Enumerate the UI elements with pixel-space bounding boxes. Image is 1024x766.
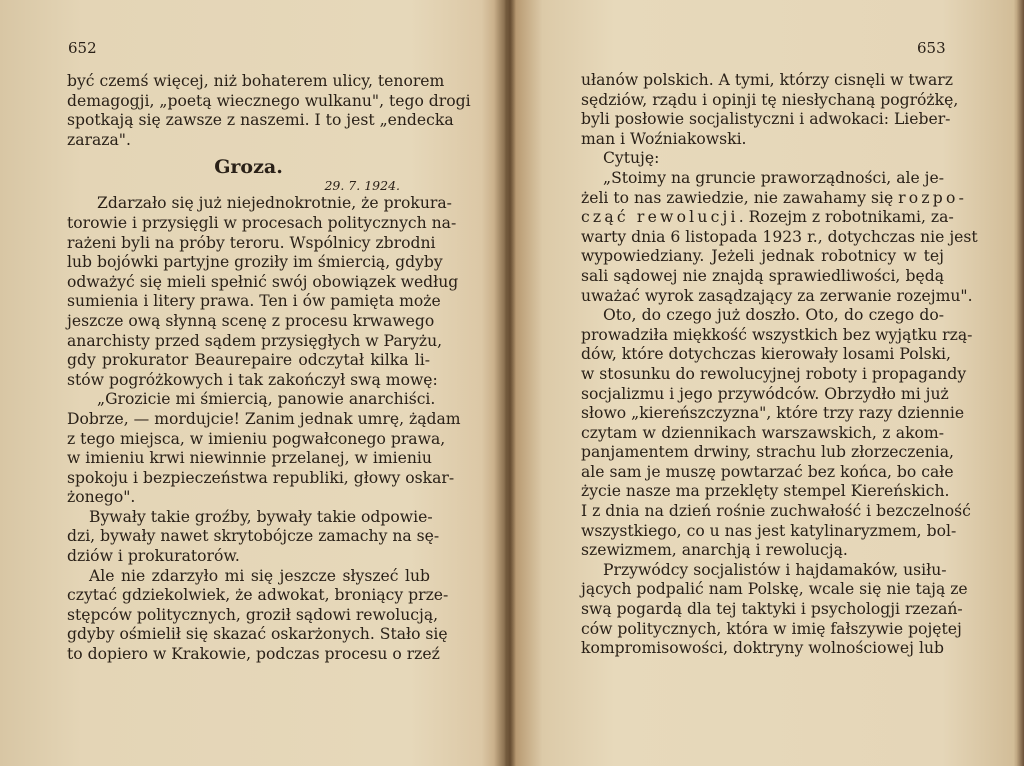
text-line: stępców politycznych, groził sądowi rewolucją, <box>67 605 439 624</box>
text-line: spokoju i bezpieczeństwa republiki, głowy oskar- <box>67 468 455 487</box>
text-line: spotkają się zawsze z naszemi. I to jest „endecka <box>67 111 454 130</box>
text-line: „Grozicie mi śmiercią, panowie anarchiści. <box>97 390 436 409</box>
text-line: panjamentem drwiny, strachu lub złorzeczenia, <box>581 443 955 462</box>
text-line: Dobrze, — mordujcie! Zanim jednak umrę, żądam <box>67 409 461 428</box>
text-line: rażeni byli na próby teroru. Wspólnicy zbrodni <box>67 233 436 252</box>
text-line: „Stoimy na gruncie praworządności, ale je- <box>603 168 944 187</box>
text-line: Zdarzało się już niejednokrotnie, że prokura- <box>97 194 452 213</box>
text-line: jących podpalić nam Polskę, wcale się nie tają ze <box>581 580 968 599</box>
text-line: byli posłowie socjalistyczni i adwokaci: Lieber- <box>581 110 951 129</box>
section-date: 29. 7. 1924. <box>324 178 400 194</box>
text-line: prowadziła miękkość wszystkich bez wyjątku rzą- <box>581 325 973 344</box>
text-line: to dopiero w Krakowie, podczas procesu o rzeź <box>67 645 440 664</box>
text-line: Cytuję: <box>603 149 660 168</box>
text-line: zaraza". <box>67 130 131 149</box>
text-line: warty dnia 6 listopada 1923 r., dotychczas nie jest <box>581 227 978 246</box>
text-line: wypowiedziany. Jeżeli jednak robotnicy w tej <box>581 247 944 266</box>
page-number-left: 652 <box>68 39 97 57</box>
text-line: uważać wyrok zasądzający za zerwanie rozejmu". <box>581 286 973 305</box>
text-line: demagogji, „poetą wiecznego wulkanu", tego drogi <box>67 91 471 110</box>
text-line: dów, które dotychczas kierowały losami Polski, <box>581 345 951 364</box>
text-line: Bywały takie groźby, bywały takie odpowie- <box>89 507 433 526</box>
text-line: sali sądowej nie znajdą sprawiedliwości, będą <box>581 266 944 285</box>
left-page <box>0 0 500 766</box>
text-line: swą pogardą dla tej taktyki i psychologji rzezań- <box>581 600 963 619</box>
text-line: czytać gdziekolwiek, że adwokat, broniący prze- <box>67 586 449 605</box>
text-line: czytam w dziennikach warszawskich, z akom- <box>581 423 944 442</box>
text-run: żeli to nas zawiedzie, nie zawahamy się <box>581 188 899 207</box>
text-line: lub bojówki partyjne groziły im śmiercią, gdyby <box>67 253 443 272</box>
text-line: kompromisowości, doktryny wolnościowej lub <box>581 639 944 658</box>
text-line <box>581 208 954 228</box>
text-line: w stosunku do rewolucyjnej roboty i propagandy <box>581 364 967 383</box>
text-line: socjalizmu i jego przywódców. Obrzydło mi już <box>581 384 949 403</box>
text-line: stów pogróżkowych i tak zakończył swą mowę: <box>67 370 438 389</box>
text-line: gdy prokurator Beaurepaire odczytał kilka li- <box>67 351 430 370</box>
emphasized-text: rozpo- <box>898 188 968 207</box>
text-line: w imieniu krwi niewinnie przelanej, w imieniu <box>67 449 432 468</box>
text-line: Ale nie zdarzyło mi się jeszcze słyszeć lub <box>89 566 430 585</box>
text-line: być czemś więcej, niż bohaterem ulicy, tenorem <box>67 72 445 90</box>
text-line <box>581 188 968 209</box>
text-line: żonego". <box>67 488 136 507</box>
text-line: dziów i prokuratorów. <box>67 547 240 566</box>
right-page-text <box>581 71 978 659</box>
text-line: sędziów, rządu i opinji tę niesłychaną pogróżkę, <box>581 90 959 109</box>
text-line: ale sam je muszę powtarzać bez końca, bo całe <box>581 462 954 481</box>
text-line: man i Woźniakowski. <box>581 129 747 148</box>
section-heading: Groza. <box>214 156 283 179</box>
text-line: wszystkiego, co u nas jest katylinaryzmem, bol- <box>581 521 957 540</box>
text-line: szewizmem, anarchją i rewolucją. <box>581 541 848 560</box>
text-line: dzi, bywały nawet skrytobójcze zamachy na sę- <box>67 527 440 546</box>
text-line: sumienia i litery prawa. Ten i ów pamięta może <box>67 292 441 311</box>
text-line: życie nasze ma przeklęty stempel Kiereńskich. <box>581 482 950 501</box>
text-line: gdyby ośmielił się skazać oskarżonych. Stało się <box>67 625 448 644</box>
emphasized-text: cząć rewolucji <box>581 208 739 227</box>
text-line: jeszcze ową słynną scenę z procesu krwawego <box>67 311 435 330</box>
text-line: Przywódcy socjalistów i hajdamaków, usiłu- <box>603 560 947 579</box>
text-line: I z dnia na dzień rośnie zuchwałość i bezczelność <box>581 502 971 521</box>
right-page <box>512 0 1024 766</box>
page-number-right: 653 <box>917 39 946 57</box>
text-line: torowie i przysięgli w procesach politycznych na- <box>67 213 457 232</box>
text-line: odważyć się mieli spełnić swój obowiązek według <box>67 272 459 291</box>
text-run: . Rozejm z robotnikami, za- <box>738 208 954 227</box>
text-line: ułanów polskich. A tymi, którzy cisnęli w twarz <box>581 71 953 89</box>
text-line: słowo „kiereńszczyzna", które trzy razy dziennie <box>581 404 965 423</box>
text-line: Oto, do czego już doszło. Oto, do czego do- <box>603 306 944 325</box>
text-line: anarchisty przed sądem przysięgłych w Paryżu, <box>67 331 443 350</box>
left-page-text <box>67 72 471 665</box>
text-line: z tego miejsca, w imieniu pogwałconego prawa, <box>67 429 446 448</box>
text-line: ców politycznych, która w imię fałszywie pojętej <box>581 619 962 638</box>
